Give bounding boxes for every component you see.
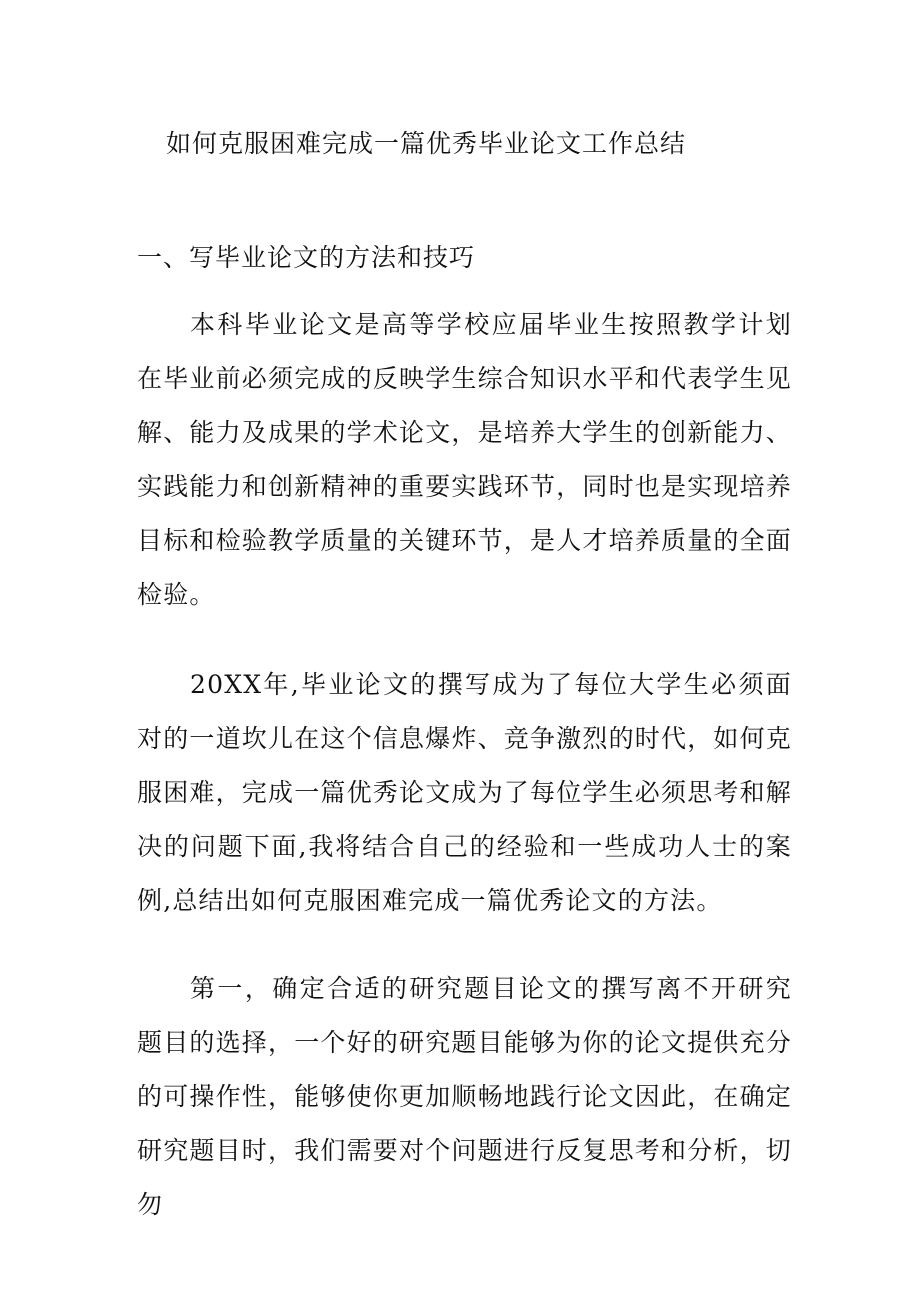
document-title: 如何克服困难完成一篇优秀毕业论文工作总结 <box>166 129 687 158</box>
paragraph: 20XX年,毕业论文的撰写成为了每位大学生必须面对的一道坎儿在这个信息爆炸、竞争激烈的时代，如何克服困难，完成一篇优秀论文成为了每位学生必须思考和解决的问题下面,我将结合自己的经验和一些成功人士的案例,总结出如何克服困难完成一篇优秀论文的方法。 <box>137 670 793 915</box>
paragraph: 本科毕业论文是高等学校应届毕业生按照教学计划在毕业前必须完成的反映学生综合知识水平和代表学生见解、能力及成果的学术论文，是培养大学生的创新能力、实践能力和创新精神的重要实践环节，同时也是实现培养目标和检验教学质量的关键环节，是人才培养质量的全面检验。 <box>137 310 793 609</box>
paragraph: 第一，确定合适的研究题目论文的撰写离不开研究题目的选择，一个好的研究题目能够为你的论文提供充分的可操作性，能够使你更加顺畅地践行论文因此，在确定研究题目时，我们需要对个问题进行反复思考和分析，切勿 <box>137 974 793 1219</box>
section-heading: 一、写毕业论文的方法和技巧 <box>137 243 476 272</box>
